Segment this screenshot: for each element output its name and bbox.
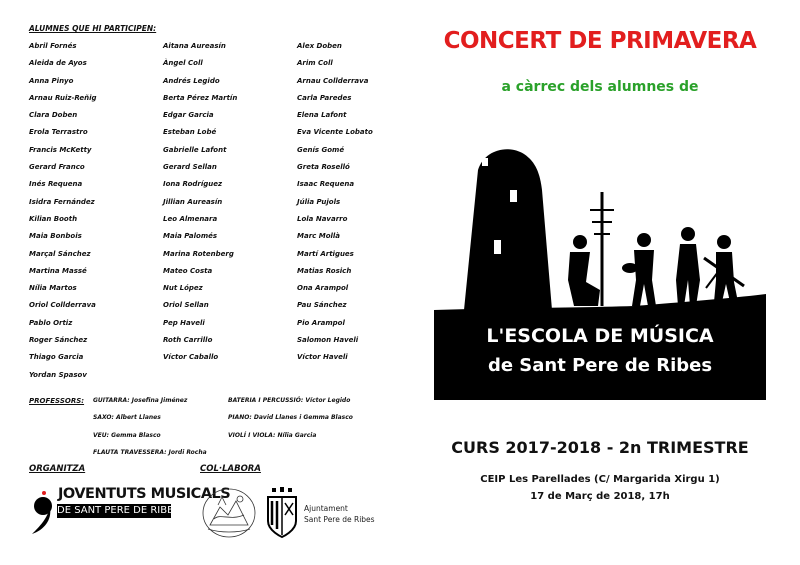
teacher-item: SAXO: Albert Llanes [93, 414, 161, 421]
student-name: Erola Terrastro [29, 128, 88, 137]
student-name: Clara Doben [29, 111, 78, 120]
jm-logo-line1: JOVENTUTS MUSICALS [58, 486, 231, 502]
teacher-item: GUITARRA: Josefina Jiménez [93, 397, 188, 404]
student-name: Edgar Garcia [163, 111, 214, 120]
student-name: Aitana Aureasín [163, 42, 226, 50]
teachers-heading: PROFESSORS: [29, 397, 85, 405]
student-name: Carla Paredes [297, 93, 352, 102]
students-column-1 [29, 42, 154, 388]
school-name-line1: L'ESCOLA DE MÚSICA [486, 325, 714, 347]
student-name: Jillian Aureasín [163, 197, 223, 206]
student-name: Ona Arampol [297, 284, 349, 293]
student-name: Genís Gomé [297, 145, 345, 154]
student-name: Andrés Legido [163, 76, 220, 85]
concert-subtitle: a càrrec dels alumnes de [501, 79, 699, 95]
teacher-item: FLAUTA TRAVESSERA: Jordi Rocha [93, 449, 207, 456]
student-name: Martí Artigues [297, 249, 354, 258]
student-name: Nut López [163, 284, 203, 293]
students-column-2 [163, 42, 288, 371]
ajuntament-logo [262, 485, 402, 541]
student-name: Kilian Booth [29, 214, 78, 223]
student-name: Víctor Caballo [163, 353, 219, 362]
student-name: Abril Fornés [29, 42, 77, 50]
student-name: Pio Arampol [297, 318, 345, 327]
student-name: Oriol Sellan [163, 301, 209, 310]
cover-panel [400, 0, 800, 565]
students-heading: ALUMNES QUE HI PARTICIPEN: [29, 24, 157, 33]
school-name-line2: de Sant Pere de Ribes [487, 355, 713, 376]
student-name: Berta Pérez Martín [163, 93, 238, 102]
student-name: Mateo Costa [163, 266, 213, 275]
student-name: Nília Martos [29, 284, 77, 293]
joventuts-musicals-logo [28, 484, 231, 538]
student-name: Pablo Ortiz [29, 318, 73, 327]
student-name: Alex Doben [297, 42, 342, 50]
student-name: Roger Sánchez [29, 336, 88, 345]
student-name: Arnau Collderrava [297, 76, 369, 85]
student-name: Gabrielle Lafont [163, 145, 227, 154]
teacher-item: BATERIA I PERCUSSIÓ: Víctor Legido [228, 397, 351, 404]
student-name: Leo Almenara [163, 214, 218, 223]
student-name: Oriol Collderrava [29, 301, 96, 310]
student-name: Marc Mollà [297, 232, 341, 241]
jm-logo-line2: DE SANT PERE DE RIBES [57, 505, 180, 516]
student-name: Víctor Haveli [297, 353, 348, 362]
teacher-item: PIANO: David Llanes i Gemma Blasco [228, 414, 353, 421]
student-name: Roth Carrillo [163, 336, 213, 345]
student-name: Martina Massé [29, 266, 87, 275]
student-name: Pau Sánchez [297, 301, 347, 310]
musical-note-icon [28, 484, 58, 538]
course-term: CURS 2017-2018 - 2n TRIMESTRE [451, 438, 749, 457]
student-name: Pep Haveli [163, 318, 205, 327]
student-name: Anna Pinyo [29, 76, 74, 85]
student-name: Arim Coll [297, 59, 333, 68]
teacher-item: VIOLÍ I VIOLA: Nília Garcia [228, 432, 317, 439]
student-name: Aleida de Ayos [29, 59, 87, 68]
ajuntament-line1: Ajuntament [304, 504, 348, 513]
student-name: Esteban Lobé [163, 128, 217, 137]
student-name: Matias Rosich [297, 266, 352, 275]
student-name: Gerard Franco [29, 163, 85, 172]
student-name: Gerard Sellan [163, 163, 217, 172]
concert-venue: CEIP Les Parellades (C/ Margarida Xirgu 1) [480, 474, 720, 485]
student-name: Arnau Ruiz-Reñig [29, 93, 97, 102]
student-name: Greta Roselló [297, 163, 350, 172]
student-name: Elena Lafont [297, 111, 347, 120]
student-name: Isidra Fernández [29, 197, 95, 206]
student-name: Júlia Pujols [297, 197, 341, 206]
sketch-emblem [200, 485, 258, 541]
student-name: Marçal Sánchez [29, 249, 91, 258]
coat-of-arms-icon [262, 485, 302, 541]
student-name: Àngel Coll [163, 59, 203, 68]
student-name: Maia Palomés [163, 232, 218, 241]
student-name: Iona Rodríguez [163, 180, 223, 189]
student-name: Thiago Garcia [29, 353, 84, 362]
student-name: Yordan Spasov [29, 370, 87, 379]
student-name: Francis McKetty [29, 145, 92, 154]
student-name: Marina Rotenberg [163, 249, 234, 258]
student-name: Maia Bonbois [29, 232, 82, 241]
student-name: Salomon Haveli [297, 336, 359, 345]
student-name: Isaac Requena [297, 180, 355, 189]
school-poster [434, 130, 766, 400]
student-name: Inés Requena [29, 180, 83, 189]
ajuntament-line2: Sant Pere de Ribes [304, 515, 375, 524]
concert-title: CONCERT DE PRIMAVERA [443, 28, 757, 54]
concert-date: 17 de Març de 2018, 17h [530, 491, 670, 502]
teacher-item: VEU: Gemma Blasco [93, 432, 161, 439]
organitza-label: ORGANITZA [29, 464, 86, 474]
student-name: Lola Navarro [297, 214, 348, 223]
collabora-label: COL·LABORA [200, 464, 261, 474]
student-name: Eva Vicente Lobato [297, 128, 373, 137]
